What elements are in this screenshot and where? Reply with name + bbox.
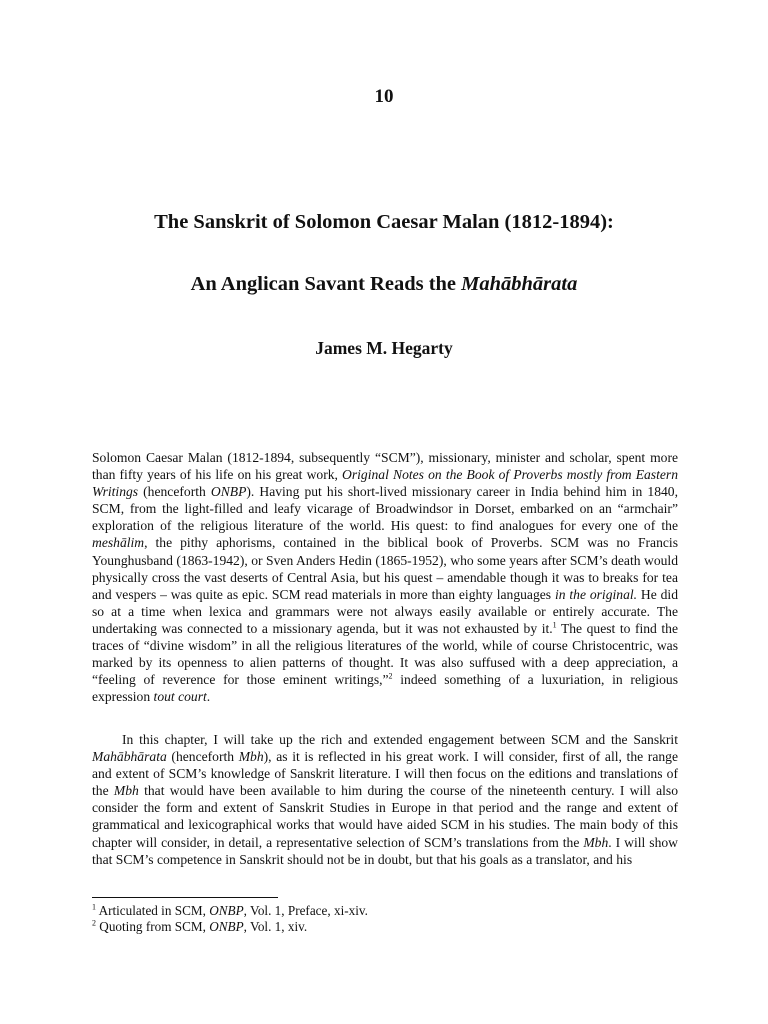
subtitle-text: An Anglican Savant Reads the <box>190 273 462 295</box>
text-run: indeed something of a luxuriation, in religious expression <box>92 672 678 705</box>
text-run: , the pithy aphorisms, contained in the biblical book of Proverbs. SCM was no Francis Younghusband (1863-1942), or Sven Anders Hedin (1865-1952), who some years after SCM’s death would physically cross the vast deserts of Central Asia, but his quest – amendable though it was to breaks for tea and vespers – was quite as epic. SCM read materials in more than eighty languages <box>92 535 678 602</box>
text-run: . I will show that SCM’s competence in Sanskrit should not be in doubt, but that his goals as a translator, and his <box>92 834 678 867</box>
text-run: In this chapter, I will take up the rich and extended engagement between SCM and the Sanskrit <box>122 732 678 747</box>
subtitle-italic-text: Mahābhārata <box>461 273 578 295</box>
italic-text: ONBP <box>210 484 247 500</box>
footnotes <box>92 903 678 935</box>
italic-text: meshālim <box>92 535 145 551</box>
italic-text: Mbh <box>238 749 264 765</box>
italic-text: Mbh <box>583 834 609 850</box>
chapter-title: The Sanskrit of Solomon Caesar Malan (1812-1894): <box>154 211 614 233</box>
italic-text: tout court <box>153 689 207 705</box>
chapter-number: 10 <box>374 86 394 107</box>
text-run: Solomon Caesar Malan (1812-1894, subsequently “SCM”), missionary, minister and scholar, spent more than fifty years of his life on his great work, <box>92 450 678 483</box>
italic-text: ONBP <box>209 919 244 934</box>
text-run: The quest to find the traces of “divine wisdom” in all the religious literatures of the world, while of course Christocentric, was marked by its openness to alien patterns of thought. It was also suffused with a deep appreciation, a “feeling of reverence for those eminent writings,” <box>92 620 679 688</box>
paragraph-text <box>92 731 678 868</box>
body-paragraph-2 <box>92 731 678 868</box>
italic-text: Original Notes on the Book of Proverbs mostly from Eastern Writings <box>92 467 678 500</box>
italic-text: Mahābhārata <box>92 749 167 765</box>
chapter-subtitle <box>60 273 708 296</box>
body-paragraph-1 <box>92 449 678 705</box>
footnote-marker: 1 <box>552 620 557 630</box>
text-run: , Vol. 1, Preface, xi-xiv. <box>243 903 368 918</box>
text-run: ), as it is reflected in his great work. I will consider, first of all, the range and extent of SCM’s knowledge of Sanskrit literature. I will then focus on the editions and translations of the <box>92 749 678 799</box>
text-run: (henceforth <box>138 484 211 500</box>
text-run: . <box>206 689 211 705</box>
footnote-marker: 2 <box>92 918 96 928</box>
footnote-2 <box>92 919 678 935</box>
footnote-divider <box>92 897 278 898</box>
footnote-marker: 1 <box>92 902 96 912</box>
text-run: ). Having put his short-lived missionary career in India behind him in 1840, SCM, from the light-filled and leafy vicarage of Broadwindsor in Dorset, embarked on an “armchair” exploration of the religious literature of the world. His quest: to find analogues for every one of the <box>92 484 678 534</box>
paragraph-text <box>92 449 678 705</box>
italic-text: in the original. <box>554 586 638 602</box>
footnote-1 <box>92 903 678 919</box>
footnote-marker: 2 <box>388 671 393 681</box>
text-run: that would have been available to him during the course of the nineteenth century. I will also consider the form and extent of Sanskrit Studies in Europe in that period and the range and extent of grammatical and lexicographical works that would have aided SCM in his studies. The main body of this chapter will consider, in detail, a representative selection of SCM’s translations from the <box>92 783 678 850</box>
text-run: , Vol. 1, xiv. <box>243 919 308 934</box>
text-run: Quoting from SCM, <box>96 919 210 934</box>
author-name: James M. Hegarty <box>315 338 453 358</box>
text-run: Articulated in SCM, <box>96 903 210 918</box>
text-run: (henceforth <box>166 749 239 765</box>
text-run: He did so at a time when lexica and grammars were not always easily available or entirely accurate. The undertaking was connected to a missionary agenda, but it was not exhausted by it. <box>92 586 678 636</box>
italic-text: Mbh <box>113 783 139 799</box>
italic-text: ONBP <box>209 903 244 918</box>
